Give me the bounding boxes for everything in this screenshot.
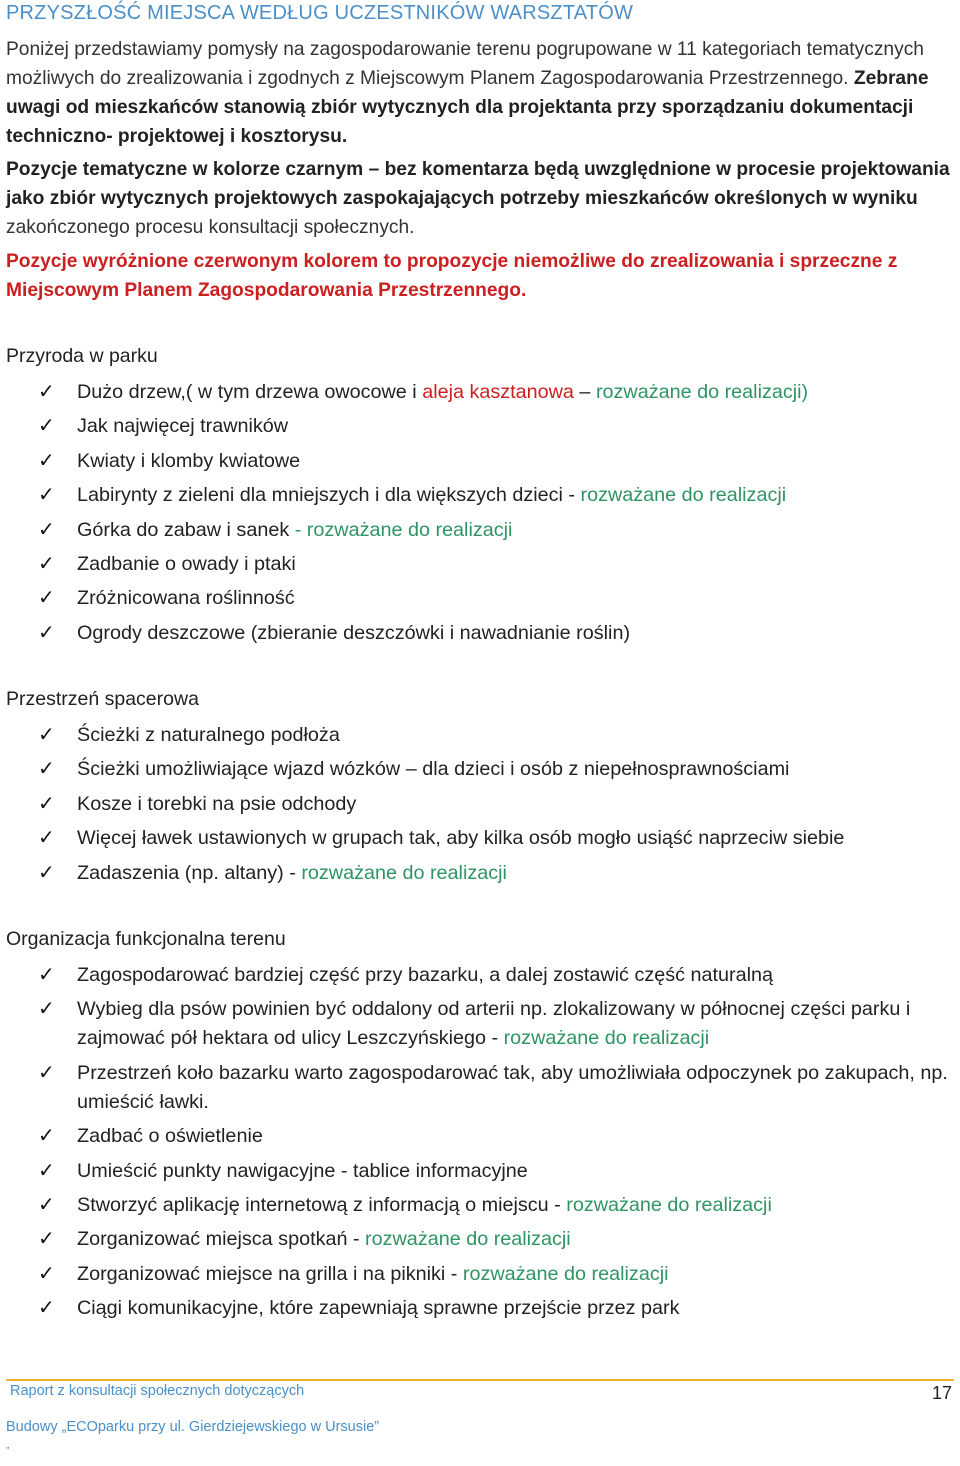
checkmark-icon: ✓ (38, 861, 55, 884)
checkmark-icon: ✓ (38, 1262, 55, 1285)
page-title: PRZYSZŁOŚĆ MIEJSCA WEDŁUG UCZESTNIKÓW WARSZTATÓW (6, 2, 634, 24)
list-item (0, 721, 950, 750)
checkmark-icon: ✓ (38, 518, 55, 541)
item-text: Zadbanie o owady i ptaki (77, 552, 296, 575)
item-text-green: rozważane do realizacji (566, 1193, 772, 1216)
list-item (0, 1191, 950, 1220)
item-text: Zagospodarować bardziej część przy bazarku, a dalej zostawić część naturalną (77, 964, 773, 986)
item-text: Zadbać o oświetlenie (77, 1125, 263, 1148)
list-item (0, 1059, 950, 1117)
black-note-paragraph (6, 155, 954, 242)
footer-rule (6, 1379, 954, 1381)
item-text: Zróżnicowana roślinność (77, 587, 295, 610)
item-text: Umieścić punkty nawigacyjne - tablice informacyjne (77, 1159, 528, 1182)
checkmark-icon: ✓ (38, 792, 55, 815)
intro-bold-text: Zebrane uwagi od mieszkańców stanowią zbiór wytycznych dla projektanta przy sporządzaniu dokumentacji techniczno- projektowej i kosztorysu. (6, 68, 929, 147)
list-item (0, 859, 950, 888)
checkmark-icon: ✓ (38, 1125, 55, 1148)
footer-quote-mark: ” (6, 1446, 10, 1457)
item-text: Wybieg dla psów powinien być oddalony od arterii np. zlokalizowany w północnej części parku i zajmować pół hektara od ulicy Leszczyńskiego - (77, 998, 911, 1050)
checkmark-icon: ✓ (38, 621, 55, 644)
black-note-bold-text: Pozycje tematyczne w kolorze czarnym – bez komentarza będą uwzględnione w procesie projektowania jako zbiór wytycznych projektowych zaspokajających potrzeby mieszkańców określonych w wyniku (6, 159, 950, 209)
intro-normal-text: Poniżej przedstawiamy pomysły na zagospodarowanie terenu pogrupowane w 11 kategoriach tematycznych możliwych do zrealizowania i zgodnych z Miejscowym Planem Zagospodarowania Przestrzennego. (6, 39, 924, 89)
item-text-green: rozważane do realizacji (580, 484, 787, 507)
section-heading-organizacja: Organizacja funkcjonalna terenu (6, 928, 286, 950)
checkmark-icon: ✓ (38, 552, 55, 575)
list-item (0, 1157, 950, 1186)
list-item (0, 619, 950, 648)
item-text-green: rozważane do realizacji) (595, 381, 809, 403)
checkmark-icon: ✓ (38, 415, 55, 438)
list-item (0, 790, 950, 819)
list-item (0, 516, 950, 545)
checkmark-icon: ✓ (38, 449, 55, 472)
checkmark-icon: ✓ (38, 998, 55, 1021)
list-item (0, 755, 950, 784)
list-item (0, 995, 950, 1053)
item-text-green: rozważane do realizacji (462, 1262, 669, 1285)
item-text: Ścieżki z naturalnego podłoża (77, 724, 340, 746)
item-text: Stworzyć aplikację internetową z informacją o miejscu - (77, 1193, 567, 1216)
list-item (0, 584, 950, 613)
item-text: Labirynty z zieleni dla mniejszych i dla większych dzieci - (77, 484, 581, 507)
page-number: 17 (931, 1383, 952, 1403)
checkmark-icon: ✓ (38, 381, 55, 403)
black-note-normal-text: zakończonego procesu konsultacji społecznych. (6, 217, 415, 238)
item-text: – (573, 381, 596, 403)
item-text-green: rozważane do realizacji (365, 1228, 571, 1251)
list-item (0, 447, 950, 476)
checkmark-icon: ✓ (38, 587, 55, 610)
item-text-red: aleja kasztanowa (422, 381, 574, 403)
item-text: Jak najwięcej trawników (77, 415, 289, 438)
list-item (0, 481, 950, 510)
list-item (0, 550, 950, 579)
item-text: Górka do zabaw i sanek (77, 518, 295, 541)
list-item (0, 1260, 950, 1289)
checkmark-icon: ✓ (38, 484, 55, 507)
checkmark-icon: ✓ (38, 724, 55, 746)
section-heading-przyroda: Przyroda w parku (6, 345, 158, 367)
list-item (0, 1122, 950, 1151)
list-item (0, 412, 950, 441)
item-text-green: rozważane do realizacji (503, 1027, 710, 1050)
list-item (0, 1225, 950, 1254)
checkmark-icon: ✓ (38, 1193, 55, 1216)
list-item (0, 961, 950, 990)
checkmark-icon: ✓ (38, 1228, 55, 1251)
section-list-przestrzen (0, 721, 950, 893)
item-text-green: - rozważane do realizacji (294, 518, 513, 541)
item-text: Ciągi komunikacyjne, które zapewniają sprawne przejście przez park (77, 1297, 680, 1320)
section-list-organizacja (0, 961, 950, 1329)
checkmark-icon: ✓ (38, 1061, 55, 1084)
intro-paragraph (6, 35, 954, 151)
checkmark-icon: ✓ (38, 1297, 55, 1320)
list-item (0, 824, 950, 853)
item-text: Kosze i torebki na psie odchody (77, 792, 357, 815)
checkmark-icon: ✓ (38, 1159, 55, 1182)
list-item (0, 378, 950, 407)
item-text: Kwiaty i klomby kwiatowe (77, 449, 301, 472)
item-text: Zorganizować miejsca spotkań - (77, 1228, 366, 1251)
item-text: Ogrody deszczowe (zbieranie deszczówki i nawadnianie roślin) (77, 621, 631, 644)
item-text: Zorganizować miejsce na grilla i na pikniki - (77, 1262, 463, 1285)
section-list-przyroda (0, 378, 950, 653)
item-text: Dużo drzew,( w tym drzewa owocowe i (77, 381, 423, 403)
item-text-green: rozważane do realizacji (301, 861, 507, 884)
item-text: Więcej ławek ustawionych w grupach tak, aby kilka osób mogło usiąść naprzeciw siebie (77, 827, 845, 850)
section-heading-przestrzen: Przestrzeń spacerowa (6, 688, 199, 710)
red-note-paragraph: Pozycje wyróżnione czerwonym kolorem to propozycje niemożliwe do zrealizowania i sprzeczne z Miejscowym Planem Zagospodarowania Przestrzennego. (6, 251, 898, 301)
checkmark-icon: ✓ (38, 758, 55, 781)
footer-report-line: Raport z konsultacji społecznych dotyczących (10, 1383, 305, 1399)
checkmark-icon: ✓ (38, 964, 55, 986)
list-item (0, 1294, 950, 1323)
item-text: Przestrzeń koło bazarku warto zagospodarować tak, aby umożliwiała odpoczynek po zakupach, np. umieścić ławki. (77, 1061, 948, 1113)
checkmark-icon: ✓ (38, 827, 55, 850)
item-text: Ścieżki umożliwiające wjazd wózków – dla dzieci i osób z niepełnosprawnościami (77, 758, 790, 781)
item-text: Zadaszenia (np. altany) - (77, 861, 302, 884)
footer-project-line: Budowy „ECOparku przy ul. Gierdziejewskiego w Ursusie” (6, 1419, 380, 1435)
